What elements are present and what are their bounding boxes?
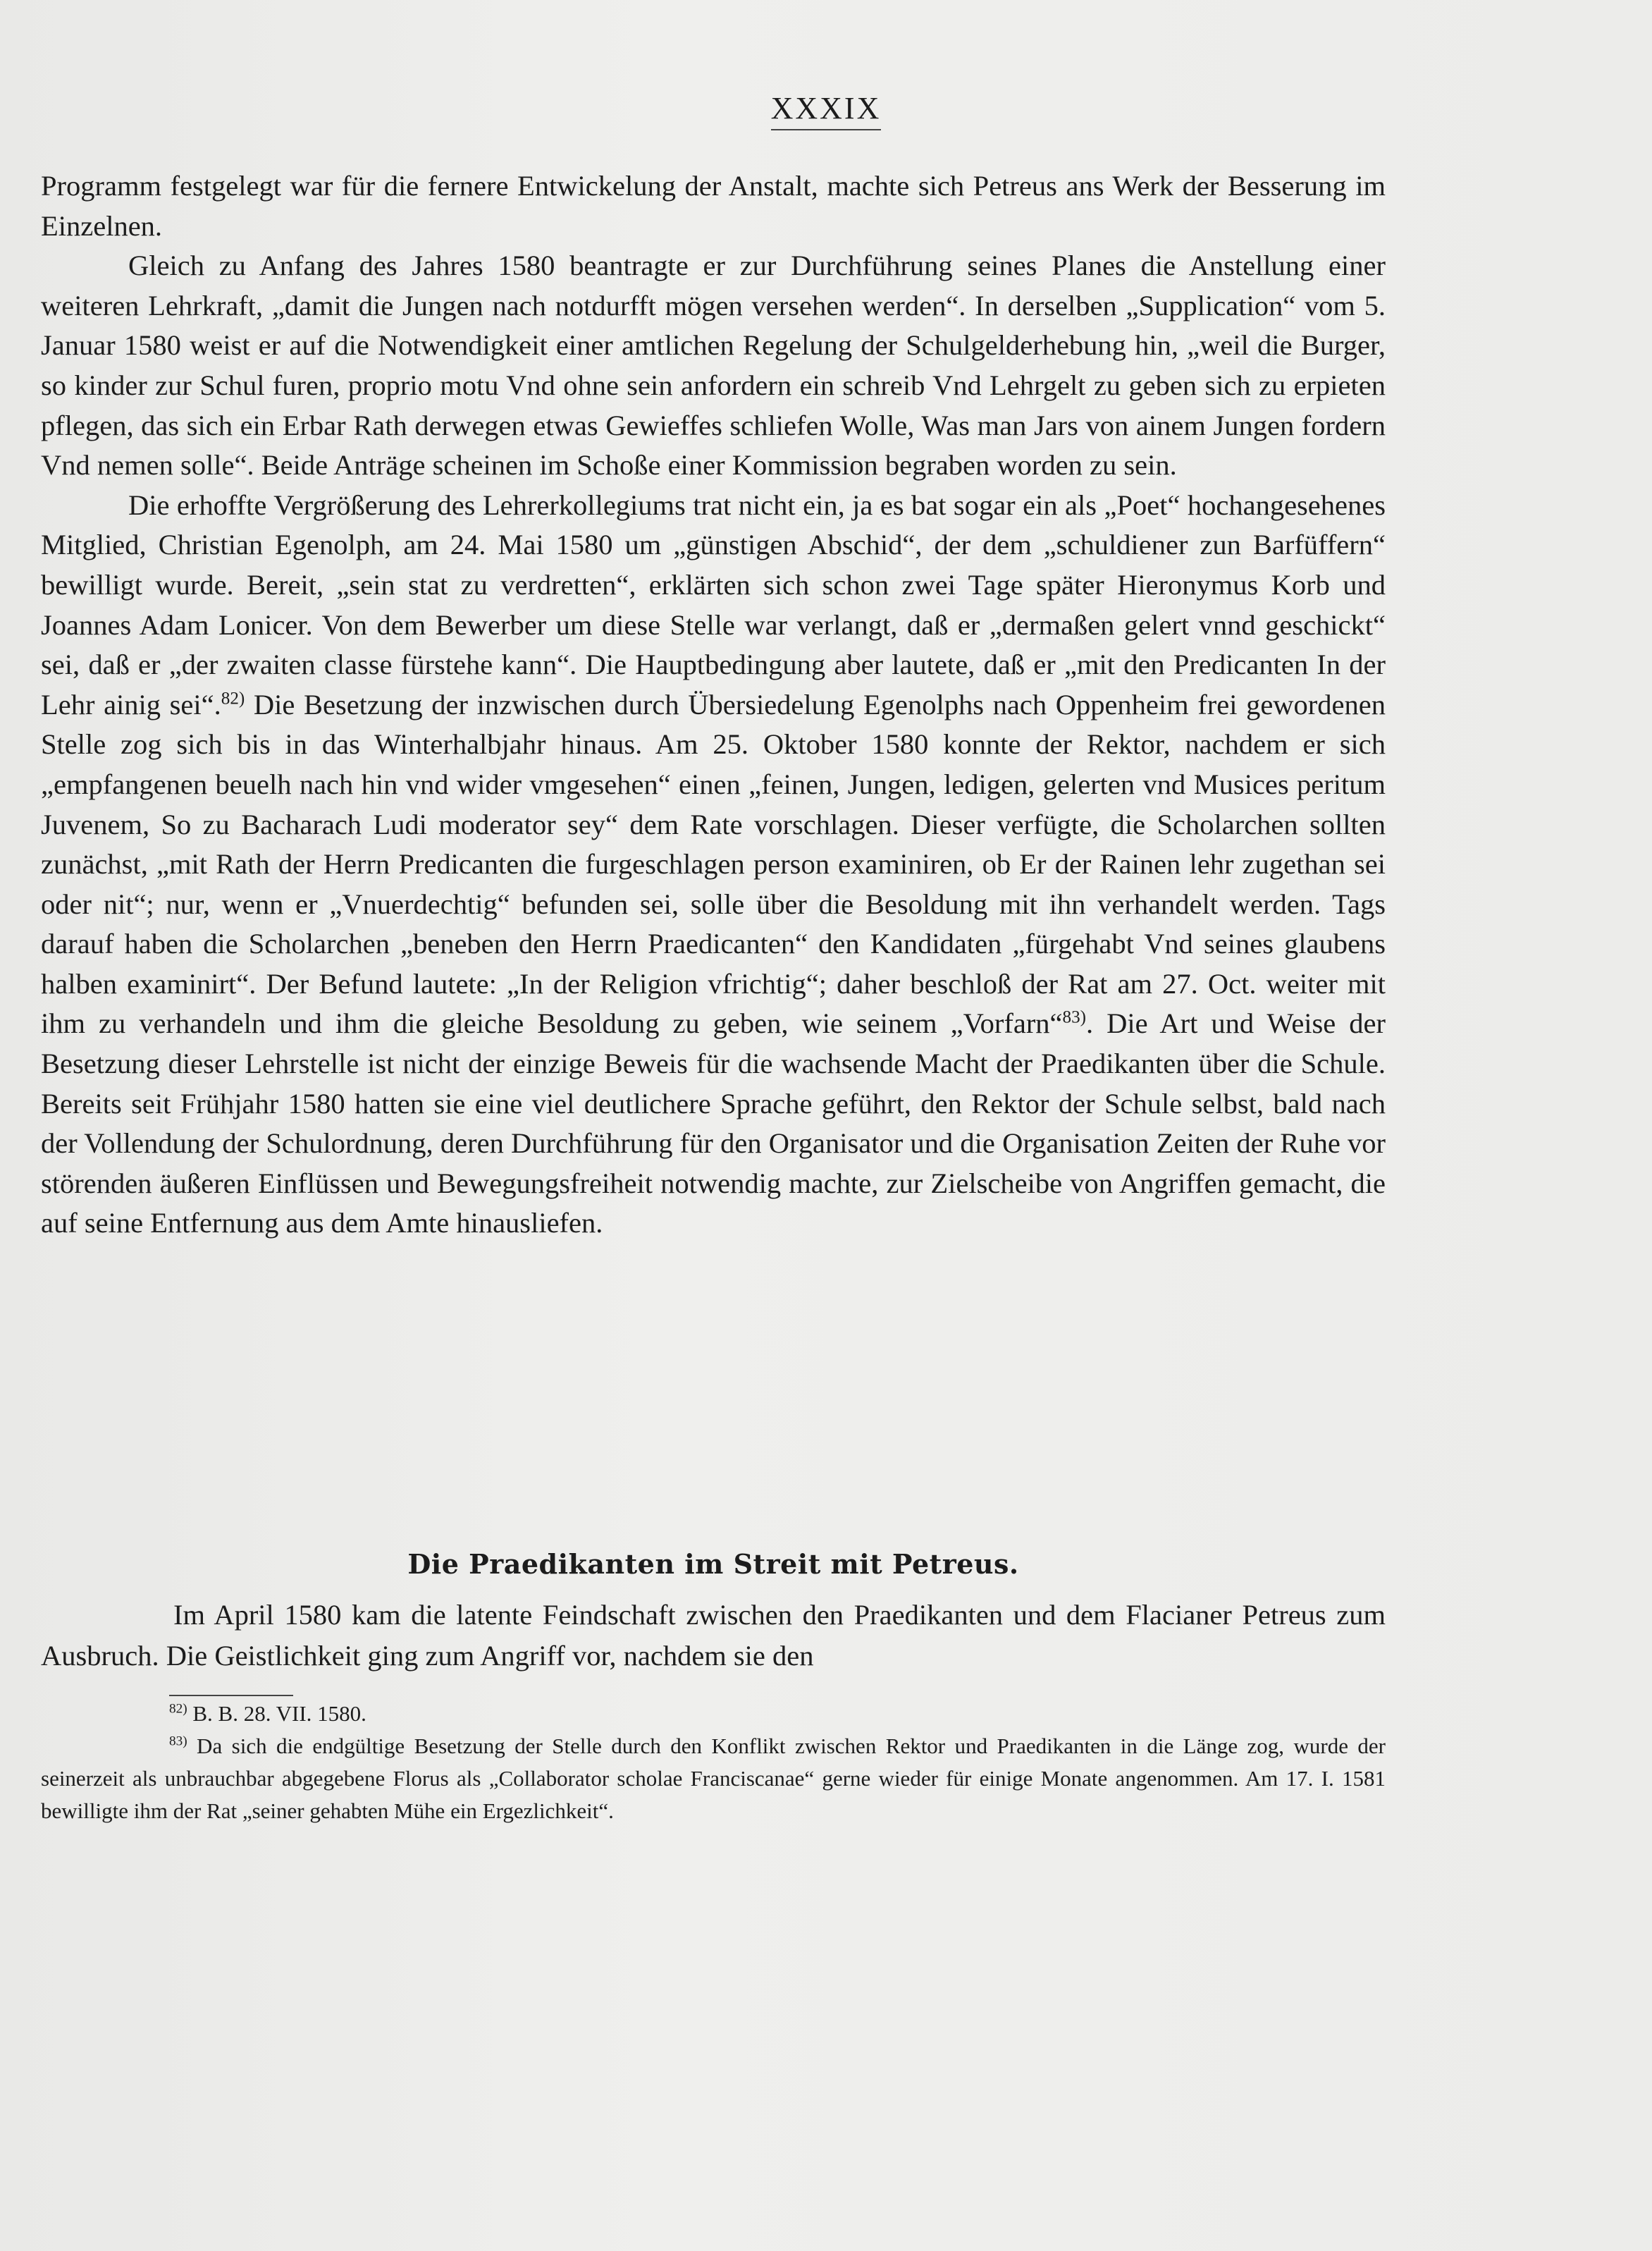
- section-text: [41, 1595, 1386, 1676]
- main-text: [41, 166, 1386, 1244]
- paragraph-2: [41, 246, 1386, 486]
- paragraph-3: [41, 486, 1386, 1244]
- paragraph-3-text-part-c: . Die Art und Weise der Besetzung dieser Lehrstelle ist nicht der einzige Beweis für die wachsende Macht der Praedikanten über die Schule. Bereits seit Frühjahr 1580 hatten sie eine viel deutlichere Sprache geführt, den Rektor der Schule selbst, bald nach der Vollendung der Schulordnung, deren Durchführung für den Organisator und die Organisation Zeiten der Ruhe vor störenden äußeren Einflüssen und Bewegungsfreiheit notwendig machte, zur Zielscheibe von Angriffen gemacht, die auf seine Entfernung aus dem Amte hinausliefen.: [41, 1007, 1386, 1239]
- paragraph-2-text: Gleich zu Anfang des Jahres 1580 beantragte er zur Durchführung seines Planes die Anstellung einer weiteren Lehrkraft, „damit die Jungen nach notdurfft mögen versehen werden“. In derselben „Supplication“ vom 5. Januar 1580 weist er auf die Notwendigkeit einer amtlichen Regelung der Schulgelderhebung hin, „weil die Burger, so kinder zur Schul furen, proprio motu Vnd ohne sein anfordern ein schreib Vnd Lehrgelt zu geben sich zu erpieten pflegen, das sich ein Erbar Rath derwegen etwas Gewieffes schliefen Wolle, Was man Jars von ainem Jungen fordern Vnd nemen solle“. Beide Anträge scheinen im Schoße einer Kommission begraben worden zu sein.: [41, 250, 1386, 482]
- paragraph-1: [41, 166, 1386, 246]
- paragraph-1-text: Programm festgelegt war für die fernere Entwickelung der Anstalt, machte sich Petreus ans Werk der Besserung im Einzelnen.: [41, 170, 1386, 242]
- paragraph-3-text-part-a: Die erhoffte Vergrößerung des Lehrerkollegiums trat nicht ein, ja es bat sogar ein als „Poet“ hochangesehenes Mitglied, Christian Egenolph, am 24. Mai 1580 um „günstigen Abschid“, der dem „schuldiener zun Barfüffern“ bewilligt wurde. Bereit, „sein stat zu verdretten“, erklärten sich schon zwei Tage später Hieronymus Korb und Joannes Adam Lonicer. Von dem Bewerber um diese Stelle war verlangt, daß er „dermaßen gelert vnnd geschickt“ sei, daß er „der zwaiten classe fürstehe kann“. Die Hauptbedingung aber lautete, daß er „mit den Predicanten In der Lehr ainig sei“.: [41, 489, 1386, 720]
- page-number: XXXIX: [771, 90, 882, 130]
- footnote-ref-82: 82): [221, 689, 245, 709]
- footnote-82-marker: 82): [169, 1701, 187, 1717]
- page-header: [0, 90, 1652, 130]
- paragraph-3-text-part-b: Die Besetzung der inzwischen durch Übersiedelung Egenolphs nach Oppenheim frei gewordenen Stelle zog sich bis in das Winterhalbjahr hinaus. Am 25. Oktober 1580 konnte der Rektor, nachdem er sich „empfangenen beuelh nach hin vnd wider vmgesehen“ einen „feinen, Jungen, ledigen, gelerten vnd Musices peritum Juvenem, So zu Bacharach Ludi moderator sey“ dem Rate vorschlagen. Dieser verfügte, die Scholarchen sollten zunächst, „mit Rath der Herrn Predicanten die furgeschlagen person examiniren, ob Er der Rainen lehr zugethan sei oder nit“; nur, wenn er „Vnuerdechtig“ befunden sei, solle über die Besoldung mit ihn verhandelt werden. Tags darauf haben die Scholarchen „beneben den Herrn Praedicanten“ den Kandidaten „fürgehabt Vnd seines glaubens halben examinirt“. Der Befund lautete: „In der Religion vfrichtig“; daher beschloß der Rat am 27. Oct. weiter mit ihm zu verhandeln und ihm die gleiche Besoldung zu geben, wie seinem „Vorfarn“: [41, 688, 1386, 1040]
- footnote-83-marker: 83): [169, 1734, 187, 1749]
- footnotes: [41, 1698, 1386, 1827]
- footnote-divider: [169, 1695, 293, 1696]
- section-heading: Die Praedikanten im Streit mit Petreus.: [407, 1548, 1019, 1580]
- footnote-83-text: Da sich die endgültige Besetzung der Stelle durch den Konflikt zwischen Rektor und Praedikanten in die Länge zog, wurde der seinerzeit als unbrauchbar abgegebene Florus als „Collaborator scholae Franciscanae“ gerne wieder für einige Monate angenommen. Am 17. I. 1581 bewilligte ihm der Rat „seiner gehabten Mühe ein Ergezlichkeit“.: [41, 1734, 1386, 1823]
- footnote-82-text: B. B. 28. VII. 1580.: [187, 1701, 366, 1726]
- footnote-82: [41, 1698, 1386, 1730]
- footnote-83: [41, 1730, 1386, 1827]
- section-paragraph: Im April 1580 kam die latente Feindschaft zwischen den Praedikanten und dem Flacianer Petreus zum Ausbruch. Die Geistlichkeit ging zum Angriff vor, nachdem sie den: [41, 1599, 1386, 1672]
- footnote-ref-83: 83): [1062, 1007, 1087, 1027]
